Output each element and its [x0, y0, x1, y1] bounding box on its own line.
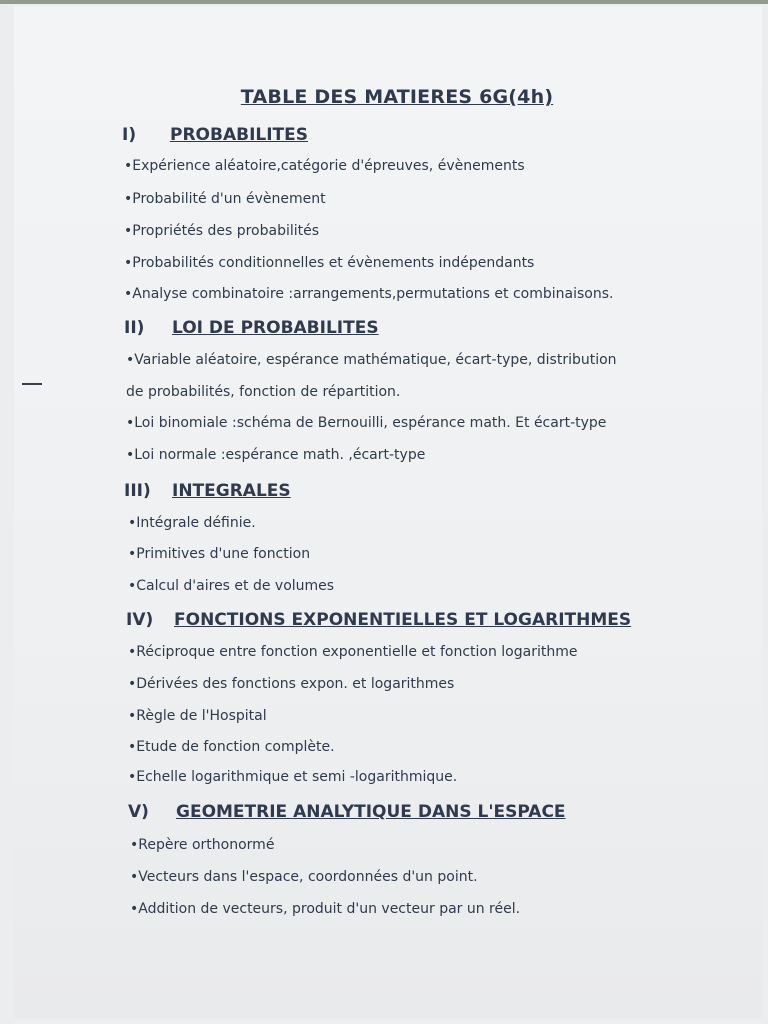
- list-item: •Règle de l'Hospital: [128, 708, 267, 724]
- section-heading-3: [124, 481, 291, 501]
- page-top-edge: [0, 0, 768, 4]
- section-heading-1: [122, 125, 308, 145]
- section-number: IV): [126, 610, 154, 630]
- list-item: de probabilités, fonction de répartition.: [126, 384, 401, 400]
- section-number: I): [122, 125, 137, 145]
- list-item: •Echelle logarithmique et semi -logarithmique.: [128, 769, 458, 785]
- margin-dash-mark: [22, 383, 42, 385]
- list-item: •Primitives d'une fonction: [128, 546, 311, 562]
- list-item: •Analyse combinatoire :arrangements,permutations et combinaisons.: [124, 286, 614, 302]
- section-title: PROBABILITES: [170, 125, 309, 145]
- section-title: LOI DE PROBABILITES: [172, 318, 379, 338]
- list-item: •Vecteurs dans l'espace, coordonnées d'un point.: [130, 869, 478, 885]
- section-number: III): [124, 481, 151, 501]
- section-heading-4: [126, 610, 631, 630]
- document-title: TABLE DES MATIERES 6G(4h): [240, 86, 554, 108]
- list-item: •Intégrale définie.: [128, 515, 256, 531]
- list-item: •Calcul d'aires et de volumes: [128, 578, 335, 594]
- list-item: •Loi binomiale :schéma de Bernouilli, espérance math. Et écart-type: [126, 415, 607, 431]
- section-number: V): [128, 802, 149, 822]
- section-heading-5: [128, 802, 566, 822]
- section-title: FONCTIONS EXPONENTIELLES ET LOGARITHMES: [174, 610, 632, 630]
- list-item: •Dérivées des fonctions expon. et logarithmes: [128, 676, 455, 692]
- section-heading-2: [124, 318, 379, 338]
- section-title: GEOMETRIE ANALYTIQUE DANS L'ESPACE: [176, 802, 566, 822]
- list-item: •Probabilités conditionnelles et évènements indépendants: [124, 255, 535, 271]
- section-title: INTEGRALES: [172, 481, 291, 501]
- list-item: •Réciproque entre fonction exponentielle et fonction logarithme: [128, 644, 578, 660]
- list-item: •Variable aléatoire, espérance mathématique, écart-type, distribution: [126, 352, 617, 368]
- list-item: •Etude de fonction complète.: [128, 739, 335, 755]
- section-number: II): [124, 318, 145, 338]
- list-item: •Repère orthonormé: [130, 837, 275, 853]
- list-item: •Addition de vecteurs, produit d'un vecteur par un réel.: [130, 901, 521, 917]
- list-item: •Expérience aléatoire,catégorie d'épreuves, évènements: [124, 158, 525, 174]
- list-item: •Probabilité d'un évènement: [124, 191, 326, 207]
- list-item: •Loi normale :espérance math. ,écart-type: [126, 447, 426, 463]
- list-item: •Propriétés des probabilités: [124, 223, 320, 239]
